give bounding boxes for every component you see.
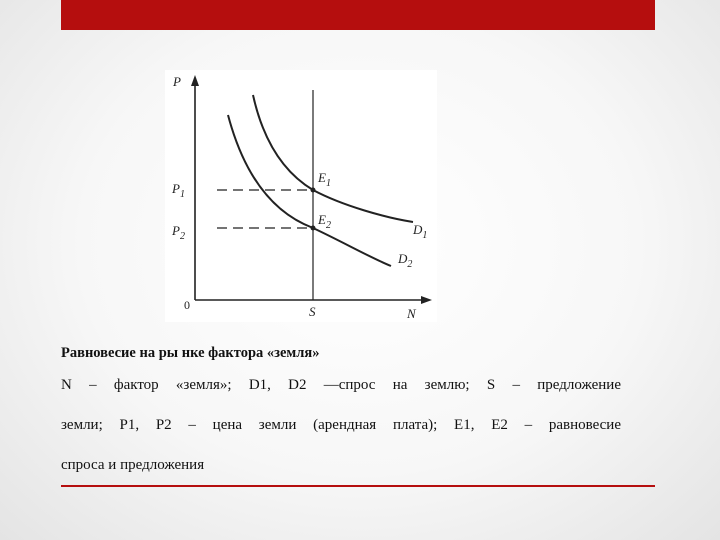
caption-line-3: спроса и предложения xyxy=(61,457,205,473)
bottom-accent-rule xyxy=(61,485,655,487)
equilibrium-point-e2 xyxy=(311,226,316,231)
demand-label-d2: $D_2$ xyxy=(398,251,413,270)
price-label-p1: $P_1$ xyxy=(172,181,185,200)
origin-label: 0 xyxy=(184,298,190,312)
caption-line-1: N – фактор «земля»; D1, D2 —спрос на землю; S – предложение xyxy=(61,377,621,393)
equilibrium-label-e2: $E_2$ xyxy=(318,212,331,231)
axis-label-n: N xyxy=(407,306,416,321)
price-axis-arrow xyxy=(191,75,199,86)
top-accent-bar xyxy=(61,0,655,30)
caption-body xyxy=(61,378,621,484)
land-market-diagram xyxy=(165,70,437,322)
equilibrium-label-e1: $E_1$ xyxy=(318,170,331,189)
axis-label-p: P xyxy=(173,74,181,89)
price-label-p2: $P_2$ xyxy=(172,223,185,242)
caption-line-2: земли; P1, P2 – цена земли (арендная плата); E1, E2 – равновесие xyxy=(61,417,621,433)
demand-label-d1: $D_1$ xyxy=(413,222,428,241)
demand-curve-d1 xyxy=(253,95,413,222)
quantity-axis-arrow xyxy=(421,296,432,304)
caption-title: Равновесие на ры нке фактора «земля» xyxy=(61,345,320,361)
supply-label-s: S xyxy=(309,304,316,319)
equilibrium-point-e1 xyxy=(311,188,316,193)
